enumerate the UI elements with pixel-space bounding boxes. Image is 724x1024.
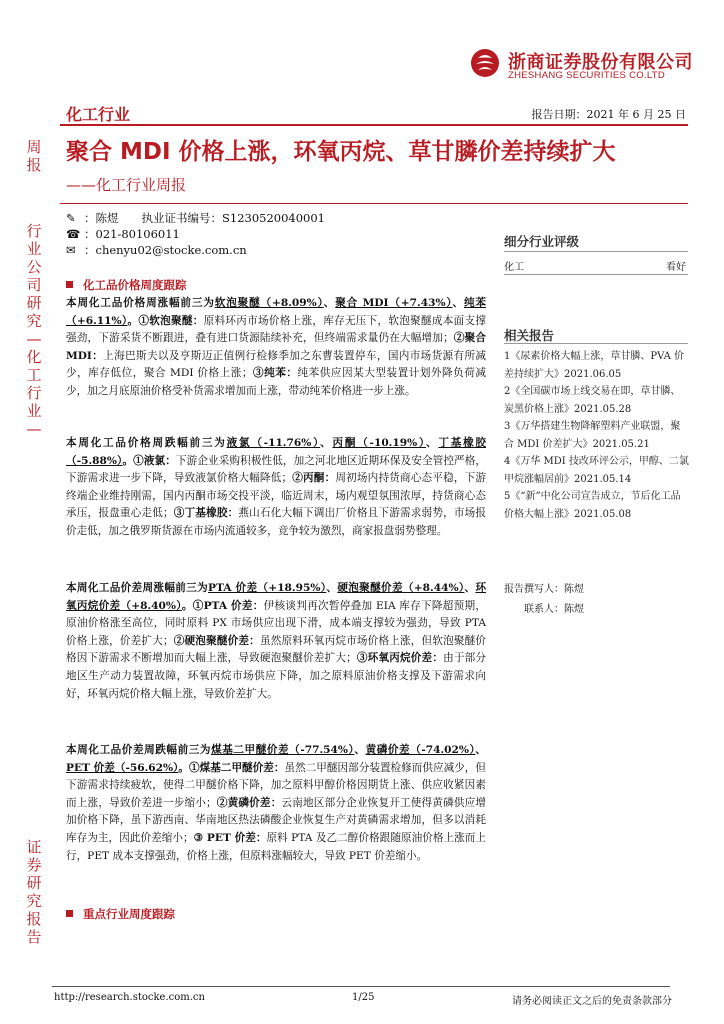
related-report-2[interactable]: 2《全国碳市场上线交易在即，草甘膦、炭黑价格上涨》2021.05.28 [504, 386, 681, 415]
rating-bottom-divider [504, 274, 688, 275]
report-title: 聚合 MDI 价格上涨，环氧丙烷、草甘膦价差持续扩大 [66, 139, 616, 165]
rating-divider [504, 251, 688, 252]
analyst-line: ✎ ：陈煜 执业证书编号：S1230520040001 [66, 211, 325, 225]
mail-icon: ✉ [66, 243, 76, 257]
related-report-3[interactable]: 3《万华搭建生物降解塑料产业联盟，聚合 MDI 价差扩大》2021.05.21 [504, 421, 681, 450]
sidebar-weekly: 周报 [26, 138, 42, 174]
pen-icon: ✎ [66, 211, 76, 225]
footer-url[interactable]: http://research.stocke.com.cn [54, 992, 205, 1003]
paragraph-price-gainers: 本周化工品价格周涨幅前三为软泡聚醚（+8.09%）、聚合 MDI（+7.43%）、纯苯（+6.11%）。①软泡聚醚：原料环丙市场价格上涨，库存无压下，软泡聚醚成本面支撑强劲，下游采货不断跟进，叠有进口货源陆续补充，但终端需求量仍在大幅增加；②聚合 MDI：上海巴斯夫以及亨斯迈正值例行检修季加之东曹装置停车，国内市场货源有所减少，库存低位，聚合 MDI 价格上涨；③纯苯：纯苯供应因某大型装置计划外降负荷减少，加之月底原油价格受补货需求增加而上涨，带动纯苯价格进一步上涨。 [66, 297, 487, 397]
company-name-en: ZHESHANG SECURITIES CO.LTD [508, 70, 666, 81]
footer-page-number: 1/25 [352, 992, 375, 1003]
section-industry-tracking: 重点行业周度跟踪 [66, 906, 175, 922]
section-price-tracking: 化工品价格周度跟踪 [66, 277, 187, 293]
footer-divider [52, 986, 670, 987]
paragraph-price-losers: 本周化工品价格周跌幅前三为液氯（-11.76%）、丙酮（-10.19%）、丁基橡胶（-5.88%）。①液氯：下游企业采购积极性低，加之河北地区近期环保及安全管控严格，下游需求进一步下降，导致液氯价格大幅降低；②丙酮：周初场内持货商心态平稳，下游终端企业维持刚需，国内丙酮市场交投平淡，临近周末，场内观望氛围浓厚，持货商心态承压，报盘重心走低；③丁基橡胶：燕山石化大幅下调出厂价格且下游需求弱势，市场报价走低，加之俄罗斯货源在市场内流通较多，竞争较为激烈，商家报盘弱势整理。 [66, 437, 487, 537]
rating-value: 看好 [666, 262, 686, 273]
rating-row [504, 258, 686, 273]
email-line[interactable]: ✉ ：chenyu02@stocke.com.cn [66, 243, 247, 257]
section-bullet-icon [66, 281, 73, 288]
paragraph-spread-gainers: 本周化工品价差周涨幅前三为PTA 价差（+18.95%）、硬泡聚醚价差（+8.44%）、环氧丙烷价差（+8.40%）。①PTA 价差：伊核谈判再次暂停叠加 EIA 库存下降超预期，原油价格涨至高位，同时原料 PX 市场供应出现下滑，成本端支撑较为强劲，导致 PTA 价格上涨，价差扩大；②硬泡聚醚价差：虽然原料环氧丙烷市场价格上涨，但软泡聚醚价格因下游需求不断增加而大幅上涨，导致硬泡聚醚价差扩大；③环氧丙烷价差：由于部分地区生产动力装置故障，环氧丙烷市场供应下降，加之原料原油价格支撑及下游需求向好，环氧丙烷价格大幅上涨，导致价差扩大。 [66, 582, 487, 700]
industry-label: 化工行业 [66, 105, 131, 124]
report-writer: 报告撰写人：陈煜 [504, 584, 584, 595]
related-reports-list [504, 348, 690, 523]
report-date: 报告日期：2021 年 6 月 25 日 [531, 108, 686, 121]
rating-industry: 化工 [504, 262, 524, 273]
related-report-5[interactable]: 5《“新”中化公司宣告成立，节后化工品价格大幅上涨》2021.05.08 [504, 491, 681, 520]
report-contact: 联系人：陈煜 [524, 604, 584, 615]
rating-heading: 细分行业评级 [504, 234, 580, 249]
related-divider [504, 343, 688, 344]
phone-line: ☎ ：021-80106011 [66, 227, 180, 241]
related-report-1[interactable]: 1《尿素价格大幅上涨，草甘膦、PVA 价差持续扩大》2021.06.05 [504, 351, 685, 380]
report-subtitle: ——化工行业周报 [66, 176, 187, 194]
zheshang-logo-icon [470, 48, 500, 78]
phone-icon: ☎ [66, 227, 81, 241]
related-report-4[interactable]: 4《万华 MDI 技改环评公示，甲醇、二氯甲烷涨幅居前》2021.05.14 [504, 456, 689, 485]
company-name-cn: 浙商证券股份有限公司 [508, 52, 693, 73]
header-divider [60, 124, 688, 126]
title-divider [60, 203, 688, 204]
sidebar-report-type: 证券研究报告 [26, 838, 42, 946]
related-heading: 相关报告 [504, 328, 555, 343]
sidebar-category: 行业公司研究—化工行业— [26, 222, 42, 438]
paragraph-spread-losers: 本周化工品价差周跌幅前三为煤基二甲醚价差（-77.54%）、黄磷价差（-74.02%）、PET 价差（-56.62%）。①煤基二甲醚价差：虽然二甲醚因部分装置检修而供应减少，但下游需求持续疲软，使得二甲醚价格下降，加之原料甲醇价格因期货上涨、供应收紧因素而上涨，导致价差进一步缩小；②黄磷价差：云南地区部分企业恢复开工使得黄磷供应增加价格下降，虽下游西南、华南地区热法磷酸企业恢复生产对黄磷需求增加，但多以消耗库存为主，因此价差缩小；③ PET 价差：原料 PTA 及乙二醇价格跟随原油价格上涨而上行，PET 成本支撑强劲，价格上涨，但原料涨幅较大，导致 PET 价差缩小。 [66, 744, 487, 862]
footer-disclaimer: 请务必阅读正文之后的免责条款部分 [512, 996, 672, 1007]
section-bullet-icon [66, 910, 73, 917]
